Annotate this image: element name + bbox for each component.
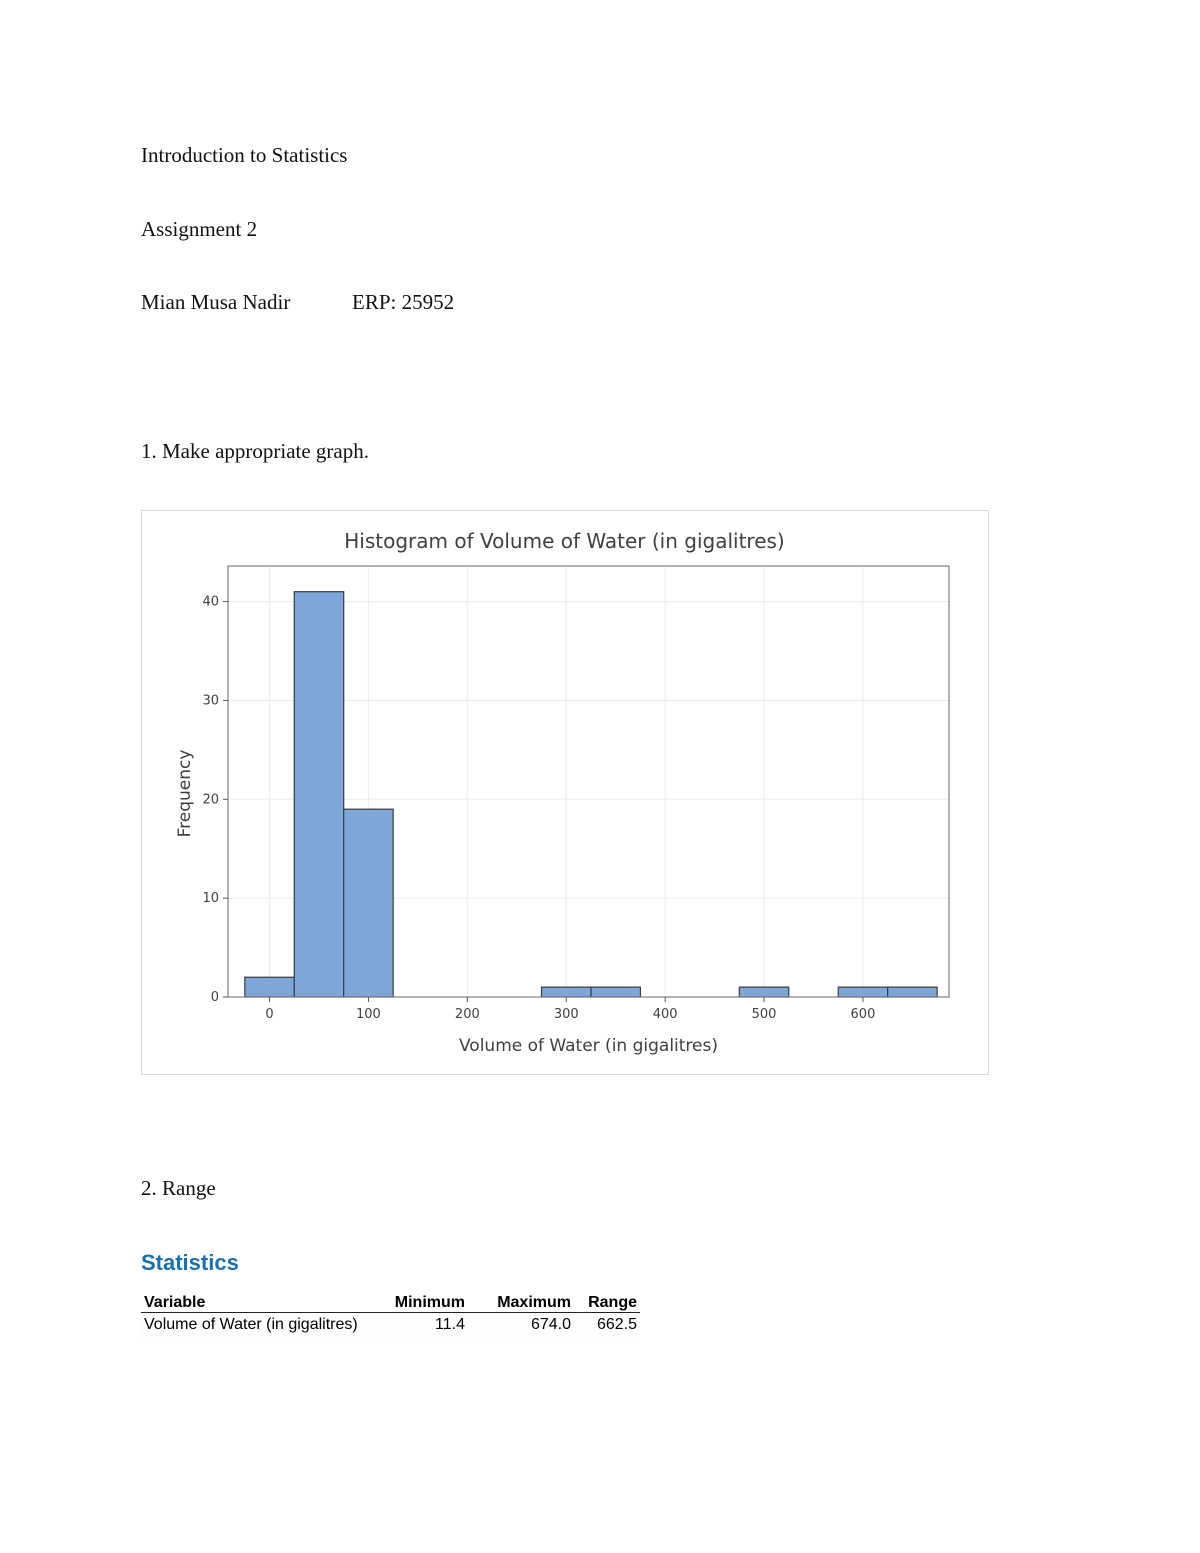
- table-header-row: [141, 1292, 640, 1313]
- histogram-bar-5: [739, 987, 788, 997]
- x-tick-label-5: 500: [751, 1007, 777, 1022]
- question-2: 2. Range: [141, 1176, 216, 1200]
- chart-title: Histogram of Volume of Water (in gigalitres): [344, 529, 785, 553]
- assignment-title: Assignment 2: [141, 217, 258, 241]
- x-tick-label-2: 200: [454, 1007, 480, 1022]
- histogram-figure: [141, 510, 989, 1075]
- statistics-heading: Statistics: [141, 1250, 239, 1275]
- histogram-bar-1: [294, 592, 343, 997]
- x-tick-label-1: 100: [356, 1007, 381, 1022]
- y-tick-label-1: 10: [202, 891, 219, 907]
- y-tick-label-0: 0: [210, 990, 219, 1005]
- col-maximum: Maximum: [468, 1292, 574, 1313]
- x-tick-label-4: 400: [652, 1007, 678, 1022]
- table-row: [141, 1313, 640, 1338]
- y-tick-label-4: 40: [202, 594, 219, 610]
- question-1: 1. Make appropriate graph.: [141, 439, 369, 463]
- y-tick-label-3: 30: [202, 693, 219, 709]
- histogram-bar-3: [542, 987, 591, 997]
- x-axis-label: Volume of Water (in gigalitres): [458, 1036, 719, 1056]
- col-range: Range: [574, 1292, 640, 1313]
- x-tick-label-0: 0: [265, 1007, 274, 1022]
- student-name: Mian Musa Nadir: [141, 290, 291, 314]
- histogram-bar-0: [245, 977, 294, 997]
- col-variable: Variable: [141, 1292, 367, 1313]
- cell-minimum: 11.4: [367, 1313, 468, 1338]
- cell-maximum: 674.0: [468, 1313, 574, 1338]
- erp-number: ERP: 25952: [352, 290, 455, 314]
- cell-variable: Volume of Water (in gigalitres): [141, 1313, 367, 1338]
- statistics-table: [141, 1292, 640, 1337]
- y-axis-label: Frequency: [175, 749, 195, 838]
- histogram-bar-4: [591, 987, 640, 997]
- histogram-bar-6: [838, 987, 887, 997]
- col-minimum: Minimum: [367, 1292, 468, 1313]
- histogram-bar-7: [888, 987, 937, 997]
- x-tick-label-6: 600: [850, 1007, 876, 1022]
- y-tick-label-2: 20: [202, 792, 219, 808]
- cell-range: 662.5: [574, 1313, 640, 1338]
- histogram-bar-2: [344, 809, 393, 997]
- course-title: Introduction to Statistics: [141, 143, 348, 167]
- histogram-chart: [142, 511, 988, 1074]
- x-tick-label-3: 300: [553, 1007, 579, 1022]
